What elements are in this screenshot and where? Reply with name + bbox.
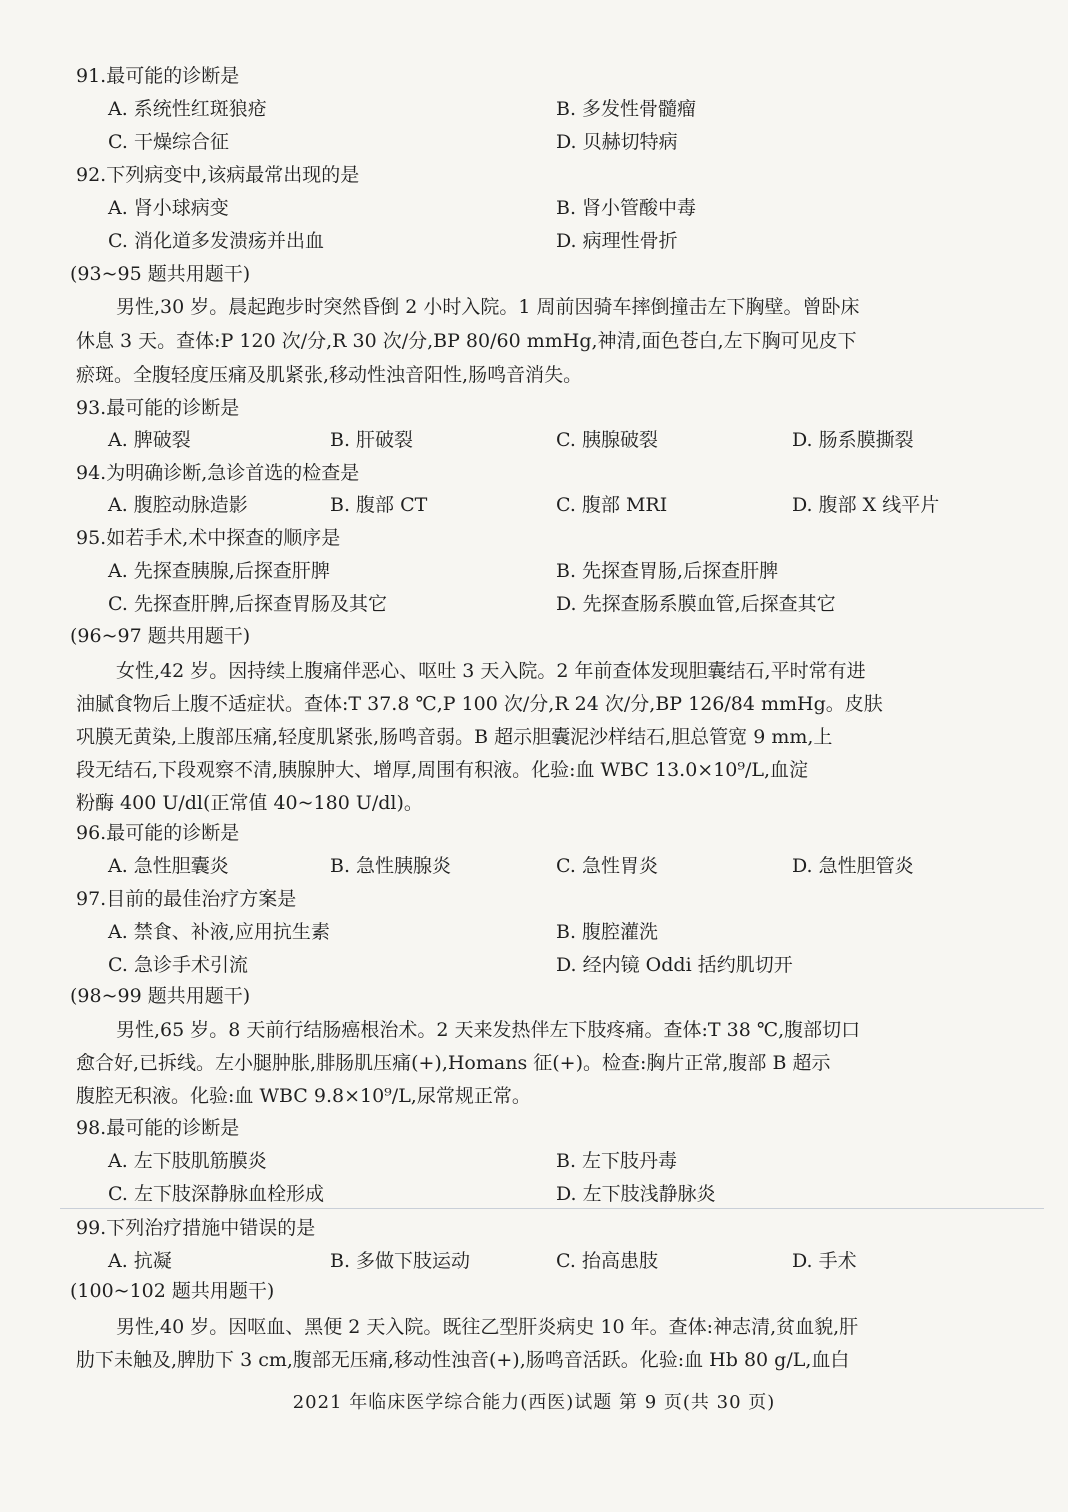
question-91-option-row [0, 126, 1068, 158]
question-96-option-a: A. 急性胆囊炎 [108, 855, 229, 877]
question-99-option-a: A. 抗凝 [108, 1250, 172, 1272]
case-stem-line: 粉酶 400 U/dl(正常值 40~180 U/dl)。 [76, 792, 423, 814]
question-96-option-b: B. 急性胰腺炎 [330, 855, 452, 877]
question-95-option-b: B. 先探查胃肠,后探查肝脾 [556, 560, 779, 582]
case-stem-line: 腹腔无积液。化验:血 WBC 9.8×10⁹/L,尿常规正常。 [76, 1085, 531, 1107]
case-stem-line: 巩膜无黄染,上腹部压痛,轻度肌紧张,肠鸣音弱。B 超示胆囊泥沙样结石,胆总管宽 9 mm,上 [76, 726, 833, 748]
question-94-option-c: C. 腹部 MRI [556, 494, 668, 516]
question-95-option-d: D. 先探查肠系膜血管,后探查其它 [556, 593, 836, 615]
question-95-option-a: A. 先探查胰腺,后探查肝脾 [108, 560, 330, 582]
case-stem-line: 油腻食物后上腹不适症状。查体:T 37.8 ℃,P 100 次/分,R 24 次/分,BP 126/84 mmHg。皮肤 [76, 693, 883, 715]
question-92-option-d: D. 病理性骨折 [556, 230, 678, 252]
question-99-option-b: B. 多做下肢运动 [330, 1250, 471, 1272]
question-98-option-row [0, 1145, 1068, 1177]
group-93-95-header: (93~95 题共用题干) [70, 263, 251, 285]
question-99-option-row [0, 1245, 1068, 1277]
question-94-option-row [0, 489, 1068, 521]
question-98-stem: 98.最可能的诊断是 [76, 1117, 240, 1139]
question-94-option-a: A. 腹腔动脉造影 [108, 494, 248, 516]
question-92-stem: 92.下列病变中,该病最常出现的是 [76, 164, 360, 186]
question-95-option-c: C. 先探查肝脾,后探查胃肠及其它 [108, 593, 387, 615]
question-93-option-a: A. 脾破裂 [108, 429, 191, 451]
question-97-stem: 97.目前的最佳治疗方案是 [76, 888, 297, 910]
question-98-option-a: A. 左下肢肌筋膜炎 [108, 1150, 267, 1172]
question-98-option-b: B. 左下肢丹毒 [556, 1150, 678, 1172]
question-91-option-b: B. 多发性骨髓瘤 [556, 98, 697, 120]
case-stem-line: 段无结石,下段观察不清,胰腺肿大、增厚,周围有积液。化验:血 WBC 13.0×10⁹/L,血淀 [76, 759, 809, 781]
case-stem-line: 女性,42 岁。因持续上腹痛伴恶心、呕吐 3 天入院。2 年前查体发现胆囊结石,平时常有进 [116, 660, 866, 682]
case-stem-line: 休息 3 天。查体:P 120 次/分,R 30 次/分,BP 80/60 mmHg,神清,面色苍白,左下胸可见皮下 [76, 330, 857, 352]
case-stem-line: 男性,65 岁。8 天前行结肠癌根治术。2 天来发热伴左下肢疼痛。查体:T 38 ℃,腹部切口 [116, 1019, 861, 1041]
question-93-option-b: B. 肝破裂 [330, 429, 414, 451]
question-97-option-row [0, 916, 1068, 948]
case-stem-line: 愈合好,已拆线。左小腿肿胀,腓肠肌压痛(+),Homans 征(+)。检查:胸片正常,腹部 B 超示 [76, 1052, 831, 1074]
question-96-option-d: D. 急性胆管炎 [792, 855, 914, 877]
question-98-option-row [0, 1178, 1068, 1210]
group-100-102-header: (100~102 题共用题干) [70, 1280, 275, 1302]
question-97-option-a: A. 禁食、补液,应用抗生素 [108, 921, 330, 943]
question-91-stem: 91.最可能的诊断是 [76, 65, 240, 87]
question-95-stem: 95.如若手术,术中探查的顺序是 [76, 527, 341, 549]
question-93-option-c: C. 胰腺破裂 [556, 429, 658, 451]
group-96-97-header: (96~97 题共用题干) [70, 625, 251, 647]
question-92-option-row [0, 225, 1068, 257]
case-stem-line: 肋下未触及,脾肋下 3 cm,腹部无压痛,移动性浊音(+),肠鸣音活跃。化验:血 Hb 80 g/L,血白 [76, 1349, 850, 1371]
question-98-option-c: C. 左下肢深静脉血栓形成 [108, 1183, 324, 1205]
question-92-option-a: A. 肾小球病变 [108, 197, 229, 219]
question-93-option-row [0, 424, 1068, 456]
question-91-option-d: D. 贝赫切特病 [556, 131, 678, 153]
question-92-option-row [0, 192, 1068, 224]
question-95-option-row [0, 588, 1068, 620]
question-99-stem: 99.下列治疗措施中错误的是 [76, 1217, 316, 1239]
question-99-option-d: D. 手术 [792, 1250, 857, 1272]
question-98-option-d: D. 左下肢浅静脉炎 [556, 1183, 716, 1205]
question-92-option-b: B. 肾小管酸中毒 [556, 197, 697, 219]
question-93-option-d: D. 肠系膜撕裂 [792, 429, 914, 451]
case-stem-line: 男性,40 岁。因呕血、黑便 2 天入院。既往乙型肝炎病史 10 年。查体:神志清,贫血貌,肝 [116, 1316, 859, 1338]
group-98-99-header: (98~99 题共用题干) [70, 985, 251, 1007]
question-97-option-c: C. 急诊手术引流 [108, 954, 248, 976]
case-stem-line: 男性,30 岁。晨起跑步时突然昏倒 2 小时入院。1 周前因骑车摔倒撞击左下胸壁。曾卧床 [116, 296, 860, 318]
question-94-stem: 94.为明确诊断,急诊首选的检查是 [76, 462, 360, 484]
scan-divider-line [60, 1208, 1044, 1209]
question-97-option-b: B. 腹腔灌洗 [556, 921, 659, 943]
question-91-option-c: C. 干燥综合征 [108, 131, 229, 153]
question-97-option-row [0, 949, 1068, 981]
question-94-option-d: D. 腹部 X 线平片 [792, 494, 940, 516]
question-92-option-c: C. 消化道多发溃疡并出血 [108, 230, 324, 252]
case-stem-line: 瘀斑。全腹轻度压痛及肌紧张,移动性浊音阳性,肠鸣音消失。 [76, 364, 583, 386]
question-97-option-d: D. 经内镜 Oddi 括约肌切开 [556, 954, 793, 976]
question-96-stem: 96.最可能的诊断是 [76, 822, 240, 844]
question-94-option-b: B. 腹部 CT [330, 494, 428, 516]
page-footer: 2021 年临床医学综合能力(西医)试题 第 9 页(共 30 页) [292, 1392, 776, 1413]
question-91-option-row [0, 93, 1068, 125]
question-93-stem: 93.最可能的诊断是 [76, 397, 240, 419]
question-91-option-a: A. 系统性红斑狼疮 [108, 98, 267, 120]
question-96-option-c: C. 急性胃炎 [556, 855, 658, 877]
question-99-option-c: C. 抬高患肢 [556, 1250, 658, 1272]
question-96-option-row [0, 850, 1068, 882]
question-95-option-row [0, 555, 1068, 587]
